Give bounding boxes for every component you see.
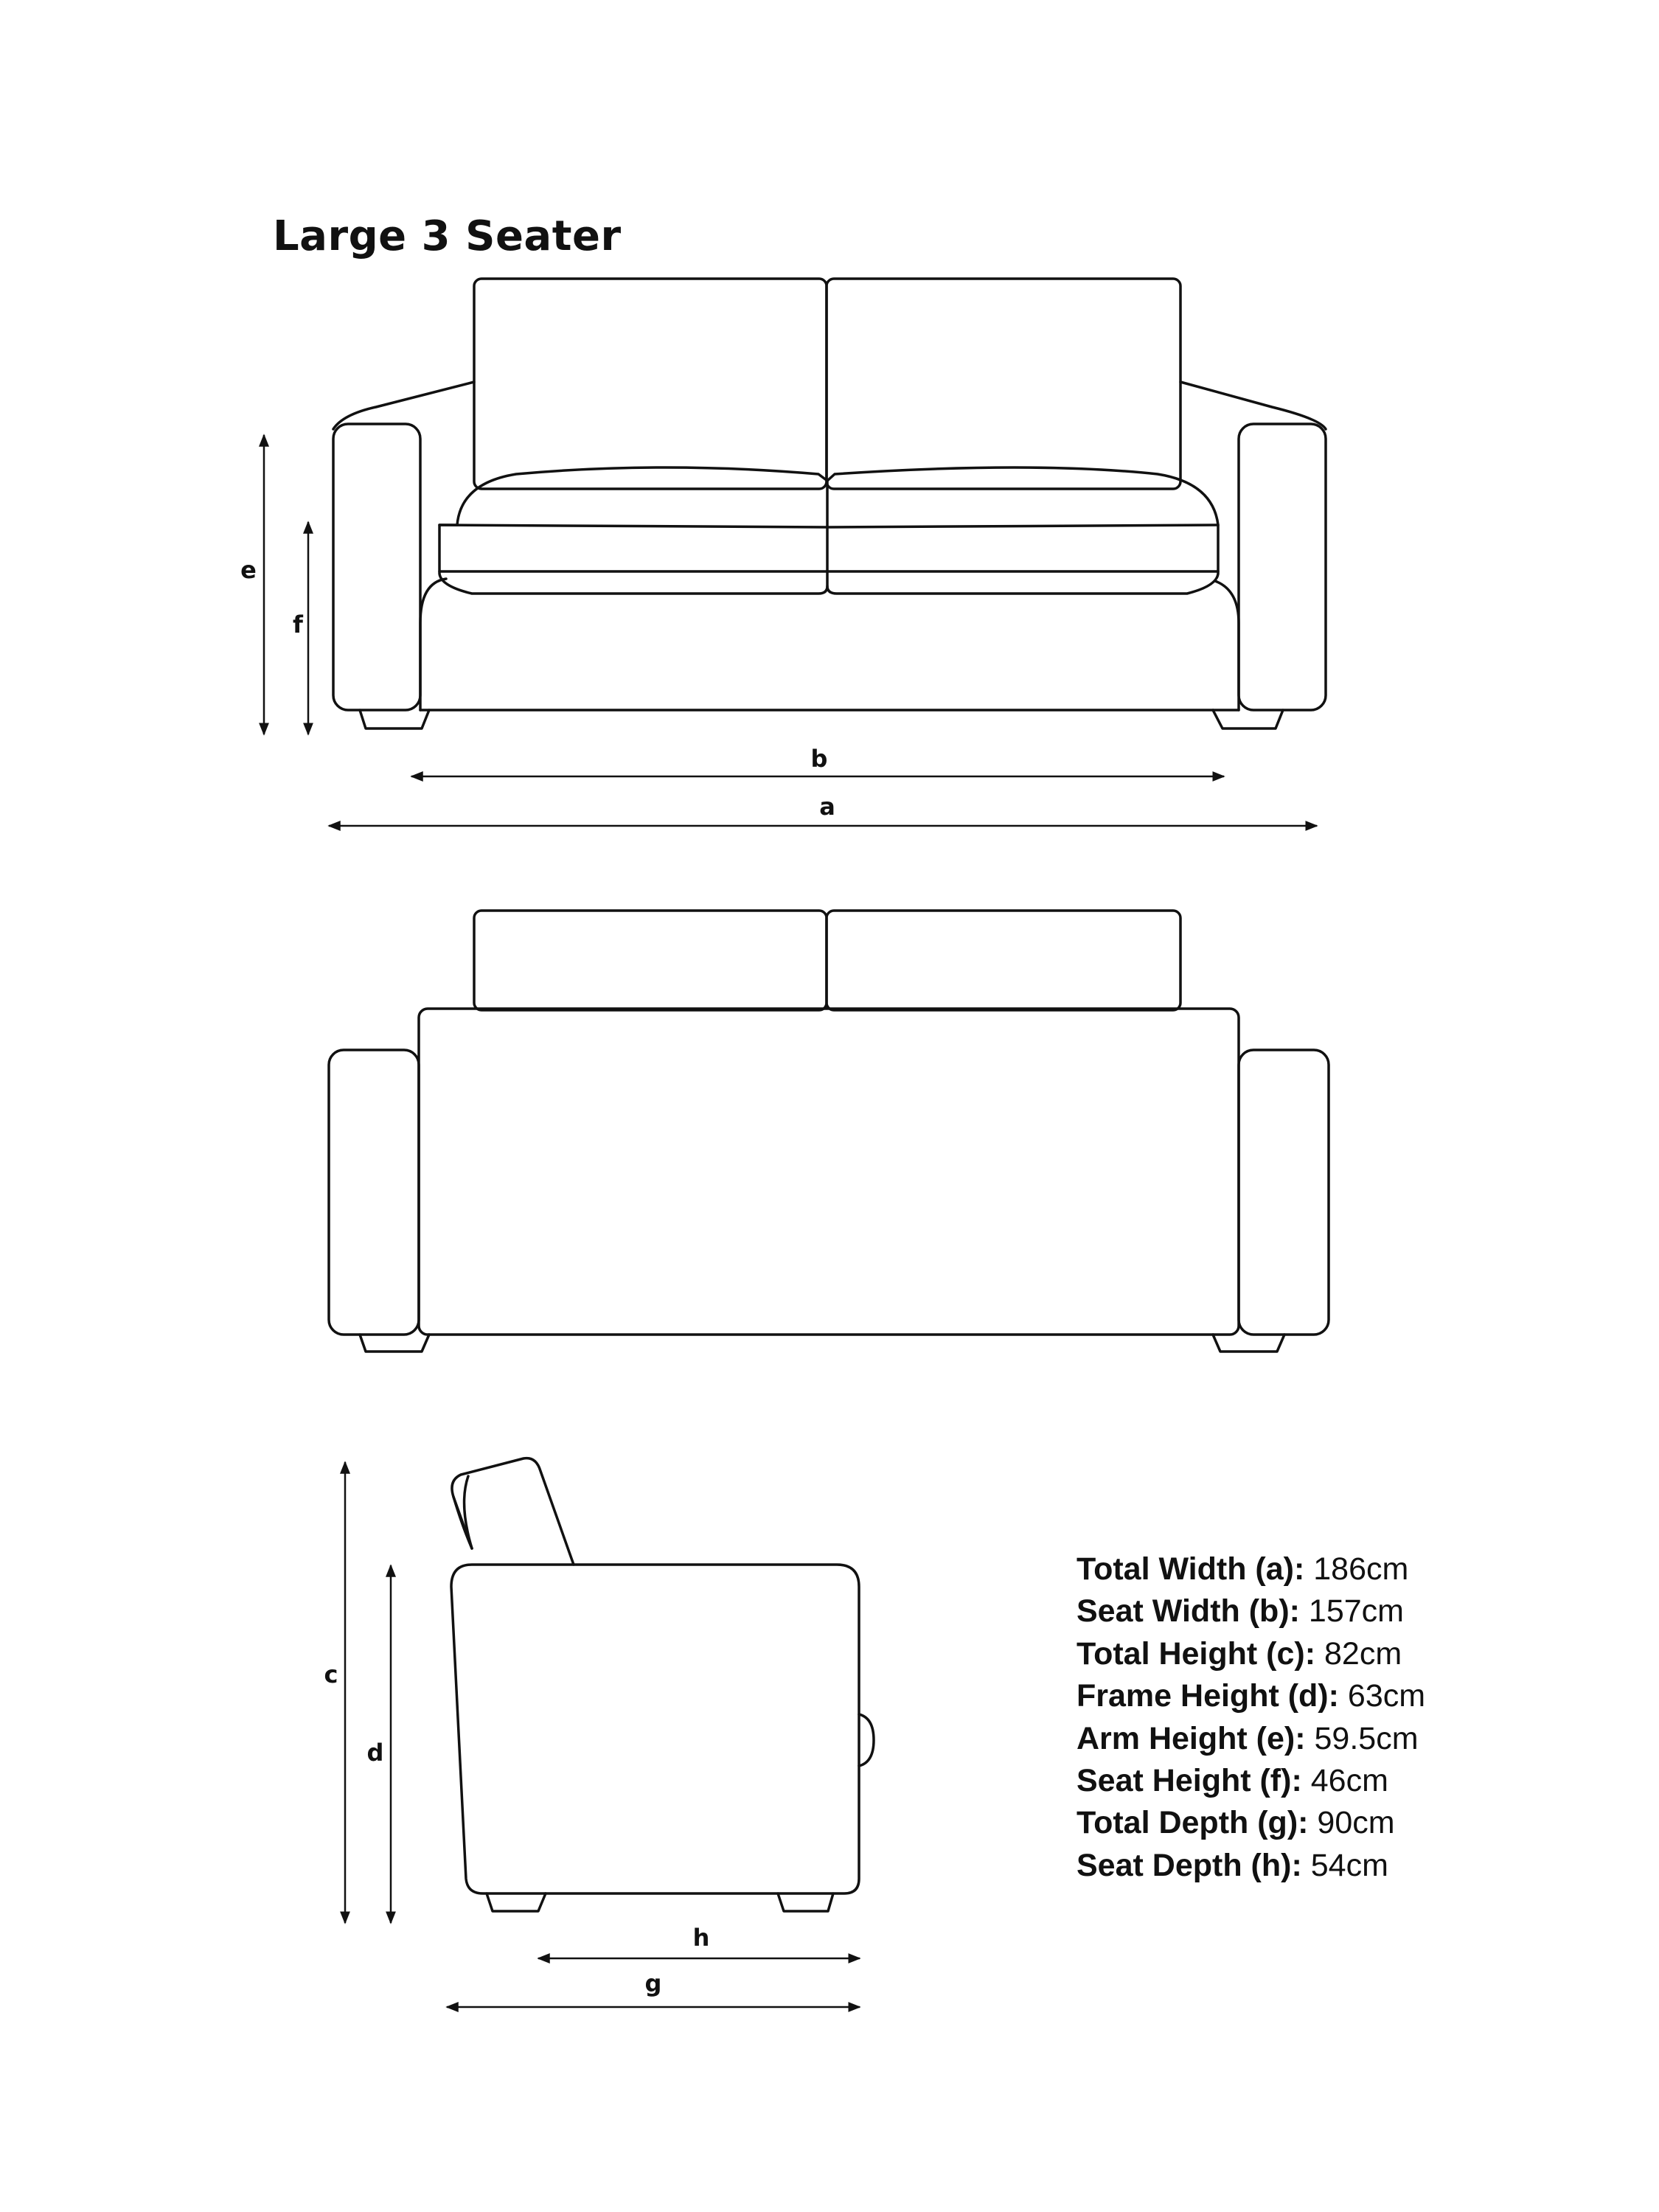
dimension-label-c: c bbox=[324, 1660, 338, 1688]
spec-value: 186cm bbox=[1313, 1551, 1409, 1587]
side-back-cushion bbox=[452, 1458, 574, 1565]
spec-value: 46cm bbox=[1310, 1762, 1388, 1798]
front-back-cushion-right bbox=[827, 279, 1180, 489]
spec-label: Arm Height (e): bbox=[1077, 1720, 1306, 1756]
back-right-arm bbox=[1239, 1050, 1329, 1335]
spec-label: Total Depth (g): bbox=[1077, 1805, 1309, 1841]
back-foot-right bbox=[1213, 1335, 1284, 1352]
spec-value: 54cm bbox=[1310, 1847, 1388, 1883]
spec-label: Frame Height (d): bbox=[1077, 1678, 1339, 1714]
back-cushion-left bbox=[474, 911, 827, 1010]
dimension-label-f: f bbox=[293, 611, 303, 639]
spec-row-seat-height bbox=[1077, 1760, 1425, 1802]
side-frame bbox=[451, 1565, 859, 1893]
back-foot-left bbox=[360, 1335, 429, 1352]
spec-row-arm-height bbox=[1077, 1718, 1425, 1760]
spec-row-frame-height bbox=[1077, 1675, 1425, 1717]
side-foot-back bbox=[778, 1893, 833, 1911]
sofa-front-view bbox=[333, 279, 1326, 728]
side-foot-front bbox=[487, 1893, 546, 1911]
dimension-label-e: e bbox=[240, 556, 257, 584]
front-base-left bbox=[420, 579, 446, 710]
back-cushion-right bbox=[827, 911, 1180, 1010]
back-left-arm bbox=[329, 1050, 419, 1335]
front-base-right bbox=[1215, 581, 1239, 710]
spec-row-total-width bbox=[1077, 1548, 1425, 1590]
front-foot-right bbox=[1213, 710, 1283, 728]
front-foot-left bbox=[360, 710, 429, 728]
dimension-label-a: a bbox=[819, 793, 835, 821]
spec-label: Seat Depth (h): bbox=[1077, 1847, 1302, 1883]
spec-value: 90cm bbox=[1317, 1805, 1395, 1841]
front-seat-cushion-right-welt bbox=[827, 525, 1218, 527]
front-right-arm-top bbox=[1180, 382, 1326, 429]
spec-label: Total Width (a): bbox=[1077, 1551, 1305, 1587]
side-back-bump bbox=[859, 1714, 874, 1766]
side-back-cushion-inner bbox=[465, 1476, 472, 1548]
dimension-label-g: g bbox=[644, 1969, 662, 1997]
spec-row-seat-width bbox=[1077, 1590, 1425, 1632]
spec-label: Seat Height (f): bbox=[1077, 1762, 1302, 1798]
sofa-back-view bbox=[329, 911, 1329, 1352]
front-back-cushion-left bbox=[474, 279, 827, 489]
dimension-label-b: b bbox=[810, 745, 828, 773]
sofa-side-view bbox=[451, 1458, 874, 1911]
spec-label: Total Height (c): bbox=[1077, 1635, 1316, 1672]
spec-label: Seat Width (b): bbox=[1077, 1593, 1300, 1630]
front-seat-cushion-left bbox=[439, 467, 827, 594]
page-title: Large 3 Seater bbox=[273, 212, 622, 260]
spec-value: 82cm bbox=[1324, 1635, 1402, 1672]
front-left-arm-top bbox=[333, 382, 474, 429]
spec-value: 63cm bbox=[1347, 1678, 1426, 1714]
spec-row-seat-depth bbox=[1077, 1845, 1425, 1887]
spec-row-total-height bbox=[1077, 1633, 1425, 1675]
spec-value: 59.5cm bbox=[1314, 1720, 1419, 1756]
front-left-arm bbox=[333, 424, 420, 710]
spec-value: 157cm bbox=[1308, 1593, 1404, 1630]
dimension-label-h: h bbox=[692, 1924, 710, 1952]
back-frame bbox=[419, 1009, 1239, 1335]
spec-row-total-depth bbox=[1077, 1802, 1425, 1844]
front-right-arm bbox=[1239, 424, 1326, 710]
dimension-spec-list bbox=[1077, 1548, 1425, 1887]
dimension-label-d: d bbox=[366, 1739, 384, 1767]
front-seat-cushion-left-welt bbox=[439, 525, 827, 527]
front-seat-cushion-right bbox=[827, 467, 1218, 594]
